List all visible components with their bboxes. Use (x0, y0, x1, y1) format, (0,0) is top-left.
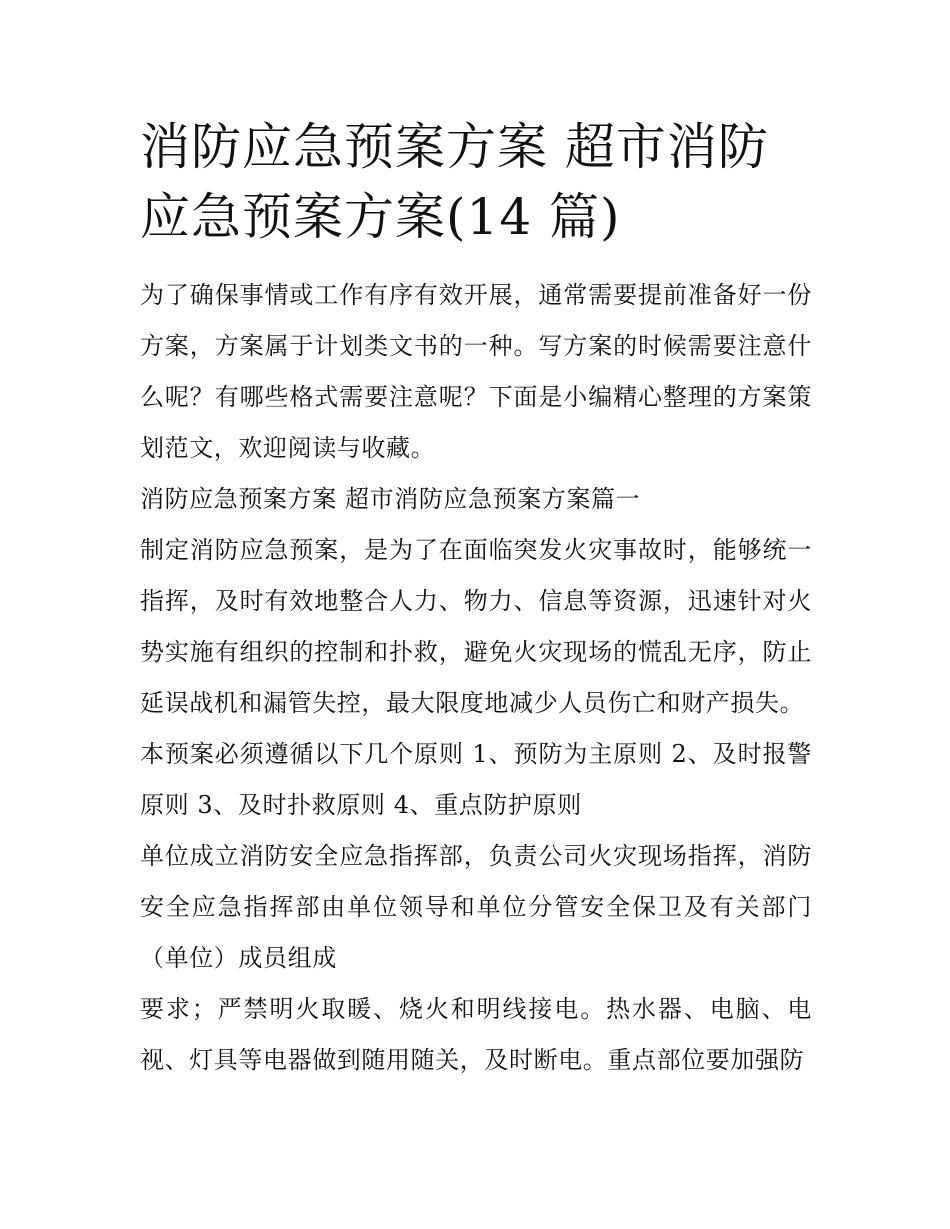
intro-paragraph: 为了确保事情或工作有序有效开展，通常需要提前准备好一份方案，方案属于计划类文书的一种。写方案的时候需要注意什么呢？有哪些格式需要注意呢？下面是小编精心整理的方案策划范文，欢迎阅读与收藏。 (140, 281, 812, 462)
document-title: 消防应急预案方案 超市消防应急预案方案(14 篇) (140, 118, 769, 246)
requirements-paragraph: 要求；严禁明火取暖、烧火和明线接电。热水器、电脑、电视、灯具等电器做到随用随关，及时断电。重点部位要加强防 (140, 995, 812, 1074)
purpose-paragraph: 制定消防应急预案，是为了在面临突发火灾事故时，能够统一指挥，及时有效地整合人力、物力、信息等资源，迅速针对火势实施有组织的控制和扑救，避免火灾现场的慌乱无序，防止延误战机和漏管失控，最大限度地减少人员伤亡和财产损失。 (140, 536, 812, 717)
document-body (140, 112, 812, 1086)
command-paragraph: 单位成立消防安全应急指挥部，负责公司火灾现场指挥，消防安全应急指挥部由单位领导和单位分管安全保卫及有关部门（单位）成员组成 (140, 842, 812, 972)
principles-paragraph: 本预案必须遵循以下几个原则 1、预防为主原则 2、及时报警原则 3、及时扑救原则 4、重点防护原则 (140, 740, 812, 819)
section-heading: 消防应急预案方案 超市消防应急预案方案篇一 (140, 485, 641, 513)
